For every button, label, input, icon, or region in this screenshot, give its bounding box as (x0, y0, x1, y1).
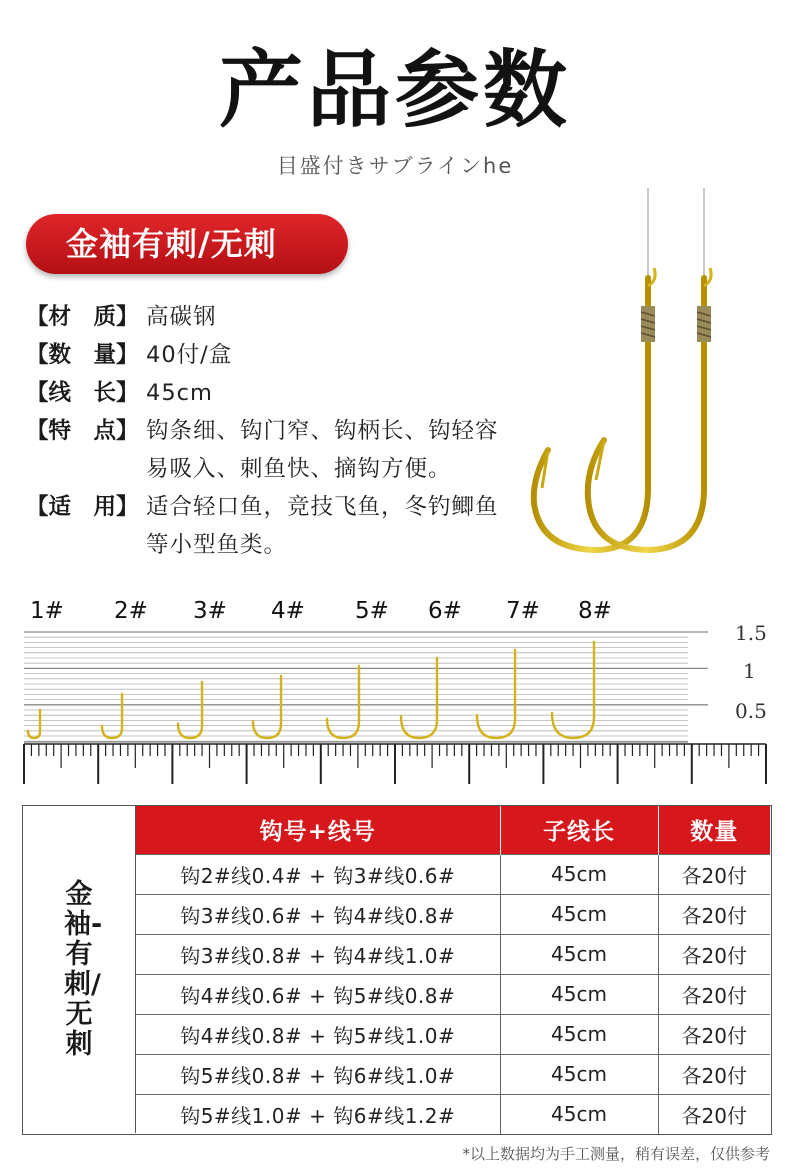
spec-value: 45cm (146, 380, 213, 406)
table-header-row (136, 806, 770, 854)
table-row (136, 1054, 770, 1094)
cell-quantity: 各20付 (658, 934, 770, 974)
table-row (136, 854, 770, 894)
scale-label: 1.5 (735, 621, 767, 645)
spec-list (26, 298, 506, 564)
cell-quantity: 各20付 (658, 974, 770, 1014)
cell-line-length: 45cm (500, 974, 658, 1014)
spec-key: 【材 质】 (26, 304, 139, 330)
product-badge: 金袖有刺/无刺 (26, 214, 348, 274)
footnote: *以上数据均为手工测量，稍有误差，仅供参考 (462, 1145, 770, 1163)
table-side-label (23, 806, 136, 1133)
hook-illustration (520, 188, 760, 568)
cell-hook-line: 钩5#线0.8# + 钩6#线1.0# (136, 1054, 500, 1094)
spec-value: 适合轻口鱼，竞技飞鱼，冬钓鲫鱼等小型鱼类。 (146, 494, 499, 558)
size-label: 6# (428, 598, 462, 624)
spec-key: 【特 点】 (26, 418, 139, 444)
cell-quantity: 各20付 (658, 894, 770, 934)
size-label: 1# (30, 598, 64, 624)
cell-line-length: 45cm (500, 934, 658, 974)
ruler-hook (327, 666, 359, 738)
header-quantity: 数量 (658, 806, 770, 854)
cell-quantity: 各20付 (658, 1054, 770, 1094)
header-line-length: 子线长 (500, 806, 658, 854)
ruler-hook (28, 710, 40, 738)
size-label: 7# (506, 598, 540, 624)
page-subtitle: 目盛付きサブラインhe (276, 154, 514, 178)
cell-hook-line: 钩3#线0.6# + 钩4#线0.8# (136, 894, 500, 934)
ruler-hook (552, 642, 594, 738)
table-row (136, 1094, 770, 1134)
cell-hook-line: 钩5#线1.0# + 钩6#线1.2# (136, 1094, 500, 1134)
cell-line-length: 45cm (500, 1014, 658, 1054)
cell-hook-line: 钩4#线0.6# + 钩5#线0.8# (136, 974, 500, 1014)
cell-hook-line: 钩2#线0.4# + 钩3#线0.6# (136, 854, 500, 894)
table-row (136, 934, 770, 974)
cell-line-length: 45cm (500, 854, 658, 894)
spec-value: 高碳钢 (146, 304, 217, 330)
cell-quantity: 各20付 (658, 854, 770, 894)
hook-size-ruler (0, 596, 790, 796)
spec-table (22, 805, 772, 1135)
cell-line-length: 45cm (500, 1054, 658, 1094)
spec-row-usage (26, 488, 506, 564)
spec-row-quantity (26, 336, 506, 374)
table-row (136, 974, 770, 1014)
table-row (136, 1014, 770, 1054)
spec-key: 【线 长】 (26, 380, 139, 406)
side-label-text: 金袖-有刺/无刺 (64, 878, 103, 1060)
spec-row-features (26, 412, 506, 488)
table-row (136, 894, 770, 934)
size-label: 4# (271, 598, 305, 624)
cell-quantity: 各20付 (658, 1094, 770, 1134)
spec-table-grid (136, 806, 770, 1134)
ruler-hook (102, 694, 122, 738)
header-hook-line: 钩号+线号 (136, 806, 500, 854)
size-label: 5# (355, 598, 389, 624)
cell-hook-line: 钩4#线0.8# + 钩5#线1.0# (136, 1014, 500, 1054)
cell-quantity: 各20付 (658, 1014, 770, 1054)
cell-line-length: 45cm (500, 1094, 658, 1134)
spec-value: 钩条细、钩门窄、钩柄长、钩轻容易吸入、刺鱼快、摘钩方便。 (146, 418, 499, 482)
spec-row-material (26, 298, 506, 336)
spec-value: 40付/盒 (146, 342, 233, 368)
size-label: 2# (114, 598, 148, 624)
page-title: 产品参数 (218, 41, 571, 139)
ruler-hook (253, 676, 281, 738)
spec-row-line-length (26, 374, 506, 412)
scale-label: 0.5 (735, 699, 767, 723)
cell-line-length: 45cm (500, 894, 658, 934)
ruler-graphic (0, 626, 790, 796)
spec-key: 【数 量】 (26, 342, 139, 368)
cell-hook-line: 钩3#线0.8# + 钩4#线1.0# (136, 934, 500, 974)
spec-key: 【适 用】 (26, 494, 139, 520)
size-label: 8# (578, 598, 612, 624)
size-label: 3# (193, 598, 227, 624)
scale-label: 1 (743, 659, 756, 683)
